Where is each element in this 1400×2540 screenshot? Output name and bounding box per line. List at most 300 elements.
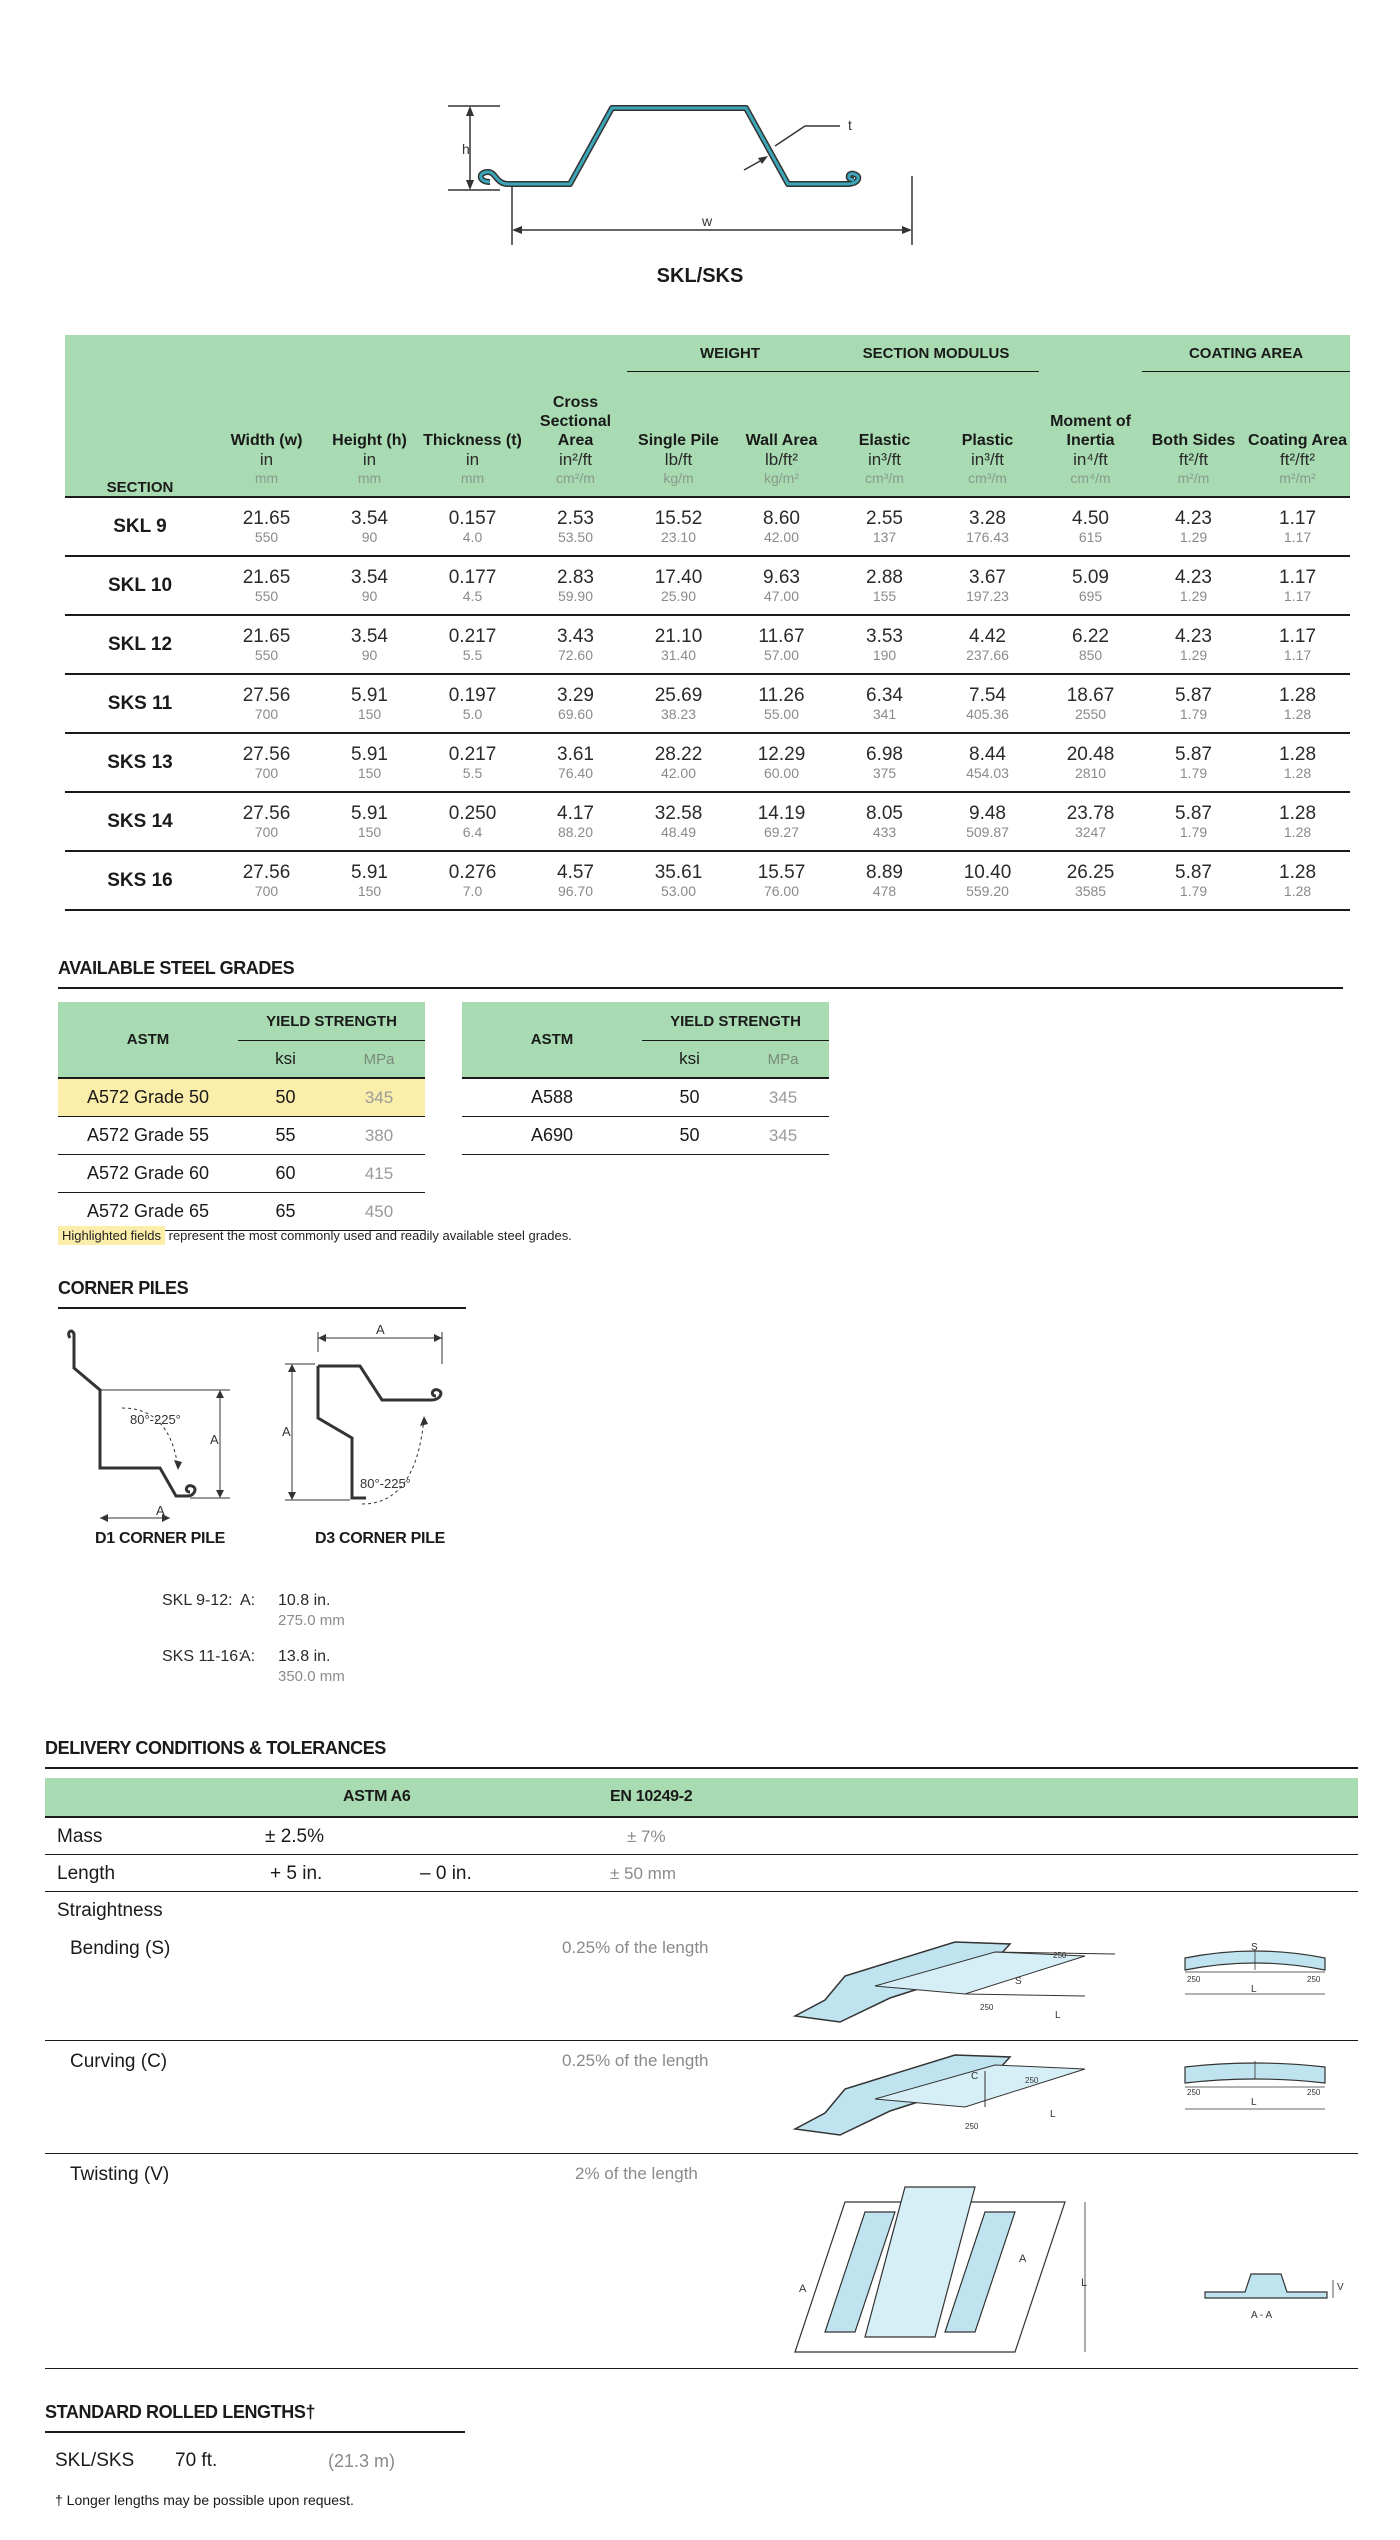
table-cell <box>524 851 627 910</box>
value-metric: 42.00 <box>763 528 800 545</box>
value-metric: 700 <box>254 705 279 722</box>
table-cell <box>524 615 627 674</box>
col-width: Width (w) <box>215 372 318 451</box>
steel-grades-heading: AVAILABLE STEEL GRADES <box>58 958 1343 989</box>
bending-fig-s2: S <box>1251 1942 1258 1953</box>
table-cell <box>936 497 1039 556</box>
d3-angle-label: 80°-225° <box>360 1476 411 1491</box>
value-imperial: 3.54 <box>351 566 388 588</box>
value-imperial: 1.28 <box>1279 802 1317 824</box>
value-imperial: 3.54 <box>351 625 388 647</box>
col-astm: ASTM <box>58 1002 238 1078</box>
table-cell <box>730 615 833 674</box>
profile-diagram <box>430 80 970 290</box>
unit-metric: kg/m² <box>764 470 799 486</box>
table-cell <box>1142 733 1245 792</box>
corner-dim-key: A: <box>240 1592 256 1609</box>
value-metric: 155 <box>872 587 897 604</box>
table-column-name-row <box>65 372 1350 451</box>
table-row <box>65 556 1350 615</box>
value-metric: 550 <box>254 528 279 545</box>
col-both-sides: Both Sides <box>1142 372 1245 451</box>
profile-label-w: w <box>702 213 713 229</box>
grade-table-body <box>58 1078 425 1231</box>
table-cell <box>421 851 524 910</box>
table-cell <box>1142 792 1245 851</box>
steel-grade-table-other <box>462 1002 829 1155</box>
value-metric: 76.40 <box>557 764 594 781</box>
value-imperial: 5.91 <box>351 743 388 765</box>
value-imperial: 4.23 <box>1175 566 1212 588</box>
table-cell <box>524 792 627 851</box>
table-cell <box>833 556 936 615</box>
value-imperial: 21.65 <box>242 566 291 588</box>
table-cell <box>1245 556 1350 615</box>
col-height: Height (h) <box>318 372 421 451</box>
table-cell <box>936 733 1039 792</box>
highlight-tag: Highlighted fields <box>58 1226 165 1245</box>
unit-imperial: ft²/ft² <box>1280 450 1315 469</box>
d1-corner-pile-label: D1 CORNER PILE <box>95 1530 226 1547</box>
curving-label: Curving (C) <box>70 2051 168 2072</box>
table-cell <box>524 556 627 615</box>
value-imperial: 3.67 <box>969 566 1006 588</box>
grade-mpa: 450 <box>333 1193 425 1231</box>
table-cell <box>524 497 627 556</box>
delivery-row-mass <box>45 1818 1358 1855</box>
table-cell <box>627 674 730 733</box>
delivery-table-header <box>45 1778 1358 1818</box>
value-metric: 478 <box>872 882 897 899</box>
value-imperial: 8.89 <box>866 861 903 883</box>
grade-row <box>462 1078 829 1117</box>
value-imperial: 5.91 <box>351 802 388 824</box>
value-metric: 5.0 <box>462 705 483 722</box>
value-metric: 53.00 <box>660 882 697 899</box>
table-cell <box>730 792 833 851</box>
table-cell <box>1142 556 1245 615</box>
table-row <box>65 792 1350 851</box>
value-metric: 615 <box>1078 528 1103 545</box>
table-cell <box>215 851 318 910</box>
value-metric: 69.60 <box>557 705 594 722</box>
corner-dim-imperial: 13.8 in. <box>278 1648 331 1665</box>
value-imperial: 5.87 <box>1175 684 1212 706</box>
table-cell <box>1142 851 1245 910</box>
unit-imperial: in²/ft <box>558 450 593 469</box>
grade-table-body <box>462 1078 829 1155</box>
unit-imperial: in <box>259 450 274 469</box>
value-metric: 2550 <box>1074 705 1107 722</box>
value-imperial: 0.197 <box>448 684 497 706</box>
table-cell <box>833 615 936 674</box>
value-metric: 700 <box>254 882 279 899</box>
table-cell <box>1039 851 1142 910</box>
rolled-lengths-heading: STANDARD ROLLED LENGTHS† <box>45 2402 465 2433</box>
value-metric: 1.28 <box>1283 764 1312 781</box>
corner-dim-key: A: <box>240 1648 256 1665</box>
table-cell <box>936 615 1039 674</box>
value-imperial: 11.26 <box>758 684 805 706</box>
value-metric: 90 <box>361 587 378 604</box>
value-imperial: 12.29 <box>757 743 806 765</box>
table-row <box>65 851 1350 910</box>
value-imperial: 6.22 <box>1072 625 1109 647</box>
value-metric: 454.03 <box>966 764 1009 781</box>
table-cell <box>730 497 833 556</box>
delivery-heading: DELIVERY CONDITIONS & TOLERANCES <box>45 1738 1358 1769</box>
value-metric: 1.29 <box>1179 587 1208 604</box>
value-imperial: 8.60 <box>763 507 800 529</box>
table-cell <box>1142 615 1245 674</box>
table-cell <box>627 851 730 910</box>
curving-fig-l2: L <box>1251 2097 1257 2108</box>
value-metric: 1.17 <box>1283 646 1312 663</box>
value-metric: 57.00 <box>763 646 800 663</box>
value-metric: 375 <box>872 764 897 781</box>
grade-row <box>58 1155 425 1193</box>
value-metric: 76.00 <box>763 882 800 899</box>
grade-row <box>58 1078 425 1117</box>
value-metric: 237.66 <box>966 646 1009 663</box>
mass-en: ± 7% <box>627 1827 666 1846</box>
grade-astm: A572 Grade 65 <box>58 1193 238 1231</box>
table-cell <box>215 674 318 733</box>
table-row <box>65 733 1350 792</box>
value-imperial: 26.25 <box>1066 861 1115 883</box>
group-section-modulus: SECTION MODULUS <box>833 335 1039 372</box>
table-cell <box>215 733 318 792</box>
value-imperial: 27.56 <box>242 743 291 765</box>
value-imperial: 14.19 <box>757 802 806 824</box>
value-imperial: 21.65 <box>242 507 291 529</box>
table-cell <box>730 674 833 733</box>
section-name: SKS 13 <box>65 733 215 792</box>
grade-astm: A588 <box>462 1078 642 1117</box>
table-cell <box>1245 792 1350 851</box>
value-imperial: 17.40 <box>654 566 703 588</box>
value-metric: 176.43 <box>966 528 1009 545</box>
mass-astm: ± 2.5% <box>265 1826 325 1847</box>
value-metric: 1.79 <box>1179 705 1208 722</box>
value-metric: 59.90 <box>557 587 594 604</box>
col-moment-of-inertia: Moment of Inertia <box>1039 372 1142 451</box>
col-wall-area: Wall Area <box>730 372 833 451</box>
corner-dim-series: SKL 9-12: <box>162 1592 233 1609</box>
value-metric: 197.23 <box>966 587 1009 604</box>
col-thickness: Thickness (t) <box>421 372 524 451</box>
value-imperial: 15.57 <box>757 861 806 883</box>
value-imperial: 11.67 <box>758 625 805 647</box>
table-cell <box>1245 497 1350 556</box>
value-metric: 38.23 <box>660 705 697 722</box>
unit-imperial: in⁴/ft <box>1073 450 1108 469</box>
value-imperial: 32.58 <box>654 802 703 824</box>
value-imperial: 4.57 <box>557 861 594 883</box>
value-metric: 72.60 <box>557 646 594 663</box>
bending-fig-s: S <box>1015 1976 1022 1987</box>
grade-astm: A690 <box>462 1117 642 1155</box>
highlight-note <box>58 1228 572 1243</box>
value-imperial: 1.28 <box>1279 861 1317 883</box>
value-metric: 509.87 <box>966 823 1009 840</box>
value-imperial: 5.09 <box>1072 566 1109 588</box>
value-metric: 55.00 <box>763 705 800 722</box>
grade-mpa: 415 <box>333 1155 425 1193</box>
table-row <box>65 674 1350 733</box>
value-imperial: 3.43 <box>557 625 594 647</box>
unit-metric: cm²/m <box>556 470 595 486</box>
value-metric: 90 <box>361 528 378 545</box>
unit-metric: m²/m <box>1177 470 1210 486</box>
table-cell <box>1142 674 1245 733</box>
value-imperial: 8.44 <box>969 743 1006 765</box>
curving-value: 0.25% of the length <box>562 2051 709 2070</box>
table-cell <box>730 733 833 792</box>
curving-fig-250a: 250 <box>1025 2076 1039 2085</box>
col-plastic: Plastic <box>936 372 1039 451</box>
col-yield-strength: YIELD STRENGTH <box>642 1002 829 1041</box>
value-metric: 190 <box>872 646 897 663</box>
corner-dim-metric: 350.0 mm <box>278 1668 345 1685</box>
section-name: SKS 11 <box>65 674 215 733</box>
value-imperial: 0.177 <box>448 566 497 588</box>
grade-row <box>58 1117 425 1155</box>
grade-row <box>58 1193 425 1231</box>
d3-dim-a-vertical: A <box>282 1424 291 1439</box>
section-name: SKL 10 <box>65 556 215 615</box>
value-metric: 88.20 <box>557 823 594 840</box>
unit-metric: mm <box>357 470 382 486</box>
highlight-note-text: represent the most commonly used and readily available steel grades. <box>165 1228 572 1243</box>
delivery-row-curving <box>45 2041 1358 2154</box>
table-cell <box>1039 733 1142 792</box>
grade-mpa: 345 <box>333 1078 425 1117</box>
value-metric: 1.29 <box>1179 646 1208 663</box>
grade-mpa: 345 <box>737 1117 829 1155</box>
value-metric: 695 <box>1078 587 1103 604</box>
value-imperial: 25.69 <box>654 684 703 706</box>
curving-fig-250b: 250 <box>965 2122 979 2131</box>
value-metric: 150 <box>357 882 382 899</box>
value-imperial: 5.91 <box>351 861 388 883</box>
bending-value: 0.25% of the length <box>562 1938 709 1957</box>
delivery-row-length <box>45 1855 1358 1892</box>
value-imperial: 4.23 <box>1175 507 1212 529</box>
value-imperial: 3.29 <box>557 684 594 706</box>
value-imperial: 9.63 <box>763 566 800 588</box>
value-imperial: 27.56 <box>242 802 291 824</box>
table-cell <box>215 497 318 556</box>
unit-imperial: in <box>465 450 480 469</box>
value-metric: 1.79 <box>1179 882 1208 899</box>
table-cell <box>627 792 730 851</box>
unit-imperial: lb/ft² <box>764 450 799 469</box>
table-cell <box>421 615 524 674</box>
steel-grade-table-a572 <box>58 1002 425 1231</box>
value-metric: 4.5 <box>462 587 483 604</box>
length-en: ± 50 mm <box>610 1864 677 1883</box>
value-imperial: 27.56 <box>242 684 291 706</box>
straightness-label: Straightness <box>57 1900 163 1921</box>
col-coating-area: Coating Area <box>1245 372 1350 451</box>
d1-angle-label: 80°-225° <box>130 1412 181 1427</box>
table-cell <box>318 615 421 674</box>
corner-dim-series: SKS 11-16: <box>162 1648 243 1665</box>
table-unit-row <box>65 450 1350 497</box>
value-metric: 3585 <box>1074 882 1107 899</box>
curving-figure <box>785 2049 1345 2149</box>
value-imperial: 6.34 <box>866 684 903 706</box>
table-cell <box>318 792 421 851</box>
table-cell <box>936 556 1039 615</box>
value-metric: 31.40 <box>660 646 697 663</box>
table-cell <box>215 615 318 674</box>
unit-imperial: ft²/ft <box>1178 450 1209 469</box>
value-metric: 1.79 <box>1179 823 1208 840</box>
table-cell <box>318 674 421 733</box>
value-metric: 1.17 <box>1283 528 1312 545</box>
value-imperial: 4.23 <box>1175 625 1212 647</box>
rolled-footnote: † Longer lengths may be possible upon request. <box>55 2492 354 2508</box>
grade-ksi: 50 <box>238 1078 333 1117</box>
value-imperial: 2.53 <box>557 507 594 529</box>
corner-dim-metric: 275.0 mm <box>278 1612 345 1629</box>
section-table-body <box>65 497 1350 910</box>
col-mpa: MPa <box>333 1041 425 1079</box>
d3-corner-pile-label: D3 CORNER PILE <box>315 1530 446 1547</box>
table-cell <box>421 792 524 851</box>
unit-metric: mm <box>254 470 279 486</box>
grade-ksi: 50 <box>642 1078 737 1117</box>
d1-dim-a-vertical: A <box>210 1432 219 1447</box>
value-imperial: 0.217 <box>448 743 497 765</box>
delivery-row-twisting <box>45 2154 1358 2369</box>
section-name: SKS 16 <box>65 851 215 910</box>
col-ksi: ksi <box>238 1041 333 1079</box>
value-metric: 700 <box>254 823 279 840</box>
unit-imperial: in³/ft <box>867 450 902 469</box>
group-weight: WEIGHT <box>627 335 833 372</box>
unit-metric: cm³/m <box>968 470 1007 486</box>
table-cell <box>627 733 730 792</box>
value-imperial: 15.52 <box>654 507 703 529</box>
curving-fig-l: L <box>1050 2109 1056 2120</box>
length-label: Length <box>57 1863 116 1884</box>
table-cell <box>318 733 421 792</box>
length-astm-plus: + 5 in. <box>270 1863 323 1884</box>
profile-label-t: t <box>848 117 852 133</box>
twisting-value: 2% of the length <box>575 2164 698 2183</box>
value-metric: 550 <box>254 587 279 604</box>
value-metric: 2810 <box>1074 764 1107 781</box>
value-metric: 559.20 <box>966 882 1009 899</box>
value-metric: 341 <box>872 705 897 722</box>
value-imperial: 27.56 <box>242 861 291 883</box>
table-cell <box>1039 497 1142 556</box>
table-cell <box>318 497 421 556</box>
value-metric: 25.90 <box>660 587 697 604</box>
table-cell <box>421 497 524 556</box>
value-metric: 405.36 <box>966 705 1009 722</box>
unit-metric: kg/m <box>663 470 694 486</box>
table-cell <box>1039 674 1142 733</box>
twisting-label: Twisting (V) <box>70 2164 170 2185</box>
value-imperial: 6.98 <box>866 743 903 765</box>
col-section: SECTION <box>65 450 215 497</box>
mass-label: Mass <box>57 1826 103 1847</box>
grade-mpa: 380 <box>333 1117 425 1155</box>
table-cell <box>318 556 421 615</box>
table-cell <box>833 851 936 910</box>
table-cell <box>833 497 936 556</box>
value-imperial: 1.28 <box>1279 684 1317 706</box>
table-cell <box>421 556 524 615</box>
value-metric: 47.00 <box>763 587 800 604</box>
delivery-col-astm: ASTM A6 <box>343 1788 411 1805</box>
value-imperial: 20.48 <box>1066 743 1115 765</box>
grade-ksi: 55 <box>238 1117 333 1155</box>
table-cell <box>936 792 1039 851</box>
grade-astm: A572 Grade 50 <box>58 1078 238 1117</box>
delivery-col-en: EN 10249-2 <box>610 1788 693 1805</box>
rolled-metric: (21.3 m) <box>328 2451 396 2471</box>
value-metric: 60.00 <box>763 764 800 781</box>
profile-label-h: h <box>462 141 470 157</box>
corner-dim-imperial: 10.8 in. <box>278 1592 331 1609</box>
value-metric: 4.0 <box>462 528 483 545</box>
section-name: SKS 14 <box>65 792 215 851</box>
value-imperial: 9.48 <box>969 802 1006 824</box>
grade-astm: A572 Grade 60 <box>58 1155 238 1193</box>
unit-imperial: in³/ft <box>970 450 1005 469</box>
value-metric: 1.28 <box>1283 882 1312 899</box>
value-imperial: 1.17 <box>1279 566 1317 588</box>
value-metric: 150 <box>357 705 382 722</box>
bending-fig-250d: 250 <box>1307 1975 1321 1984</box>
corner-piles-heading: CORNER PILES <box>58 1278 466 1309</box>
twisting-fig-a2: A <box>1019 2253 1027 2265</box>
value-imperial: 35.61 <box>654 861 703 883</box>
table-cell <box>936 851 1039 910</box>
value-imperial: 23.78 <box>1066 802 1115 824</box>
bending-fig-250b: 250 <box>980 2003 994 2012</box>
value-imperial: 0.217 <box>448 625 497 647</box>
col-ksi: ksi <box>642 1041 737 1079</box>
value-metric: 550 <box>254 646 279 663</box>
value-imperial: 0.157 <box>448 507 497 529</box>
value-metric: 42.00 <box>660 764 697 781</box>
value-metric: 1.79 <box>1179 764 1208 781</box>
value-imperial: 5.87 <box>1175 743 1212 765</box>
value-metric: 700 <box>254 764 279 781</box>
d1-dim-a-horizontal: A <box>156 1503 165 1518</box>
value-metric: 137 <box>872 528 897 545</box>
unit-metric: mm <box>460 470 485 486</box>
value-imperial: 5.87 <box>1175 861 1212 883</box>
value-imperial: 4.42 <box>969 625 1006 647</box>
grade-astm: A572 Grade 55 <box>58 1117 238 1155</box>
group-coating-area: COATING AREA <box>1142 335 1350 372</box>
value-imperial: 28.22 <box>654 743 703 765</box>
value-imperial: 4.17 <box>557 802 594 824</box>
table-cell <box>1039 615 1142 674</box>
unit-metric: m²/m² <box>1279 470 1316 486</box>
value-imperial: 18.67 <box>1066 684 1115 706</box>
grade-row <box>462 1117 829 1155</box>
curving-fig-250d: 250 <box>1307 2088 1321 2097</box>
value-imperial: 3.28 <box>969 507 1006 529</box>
